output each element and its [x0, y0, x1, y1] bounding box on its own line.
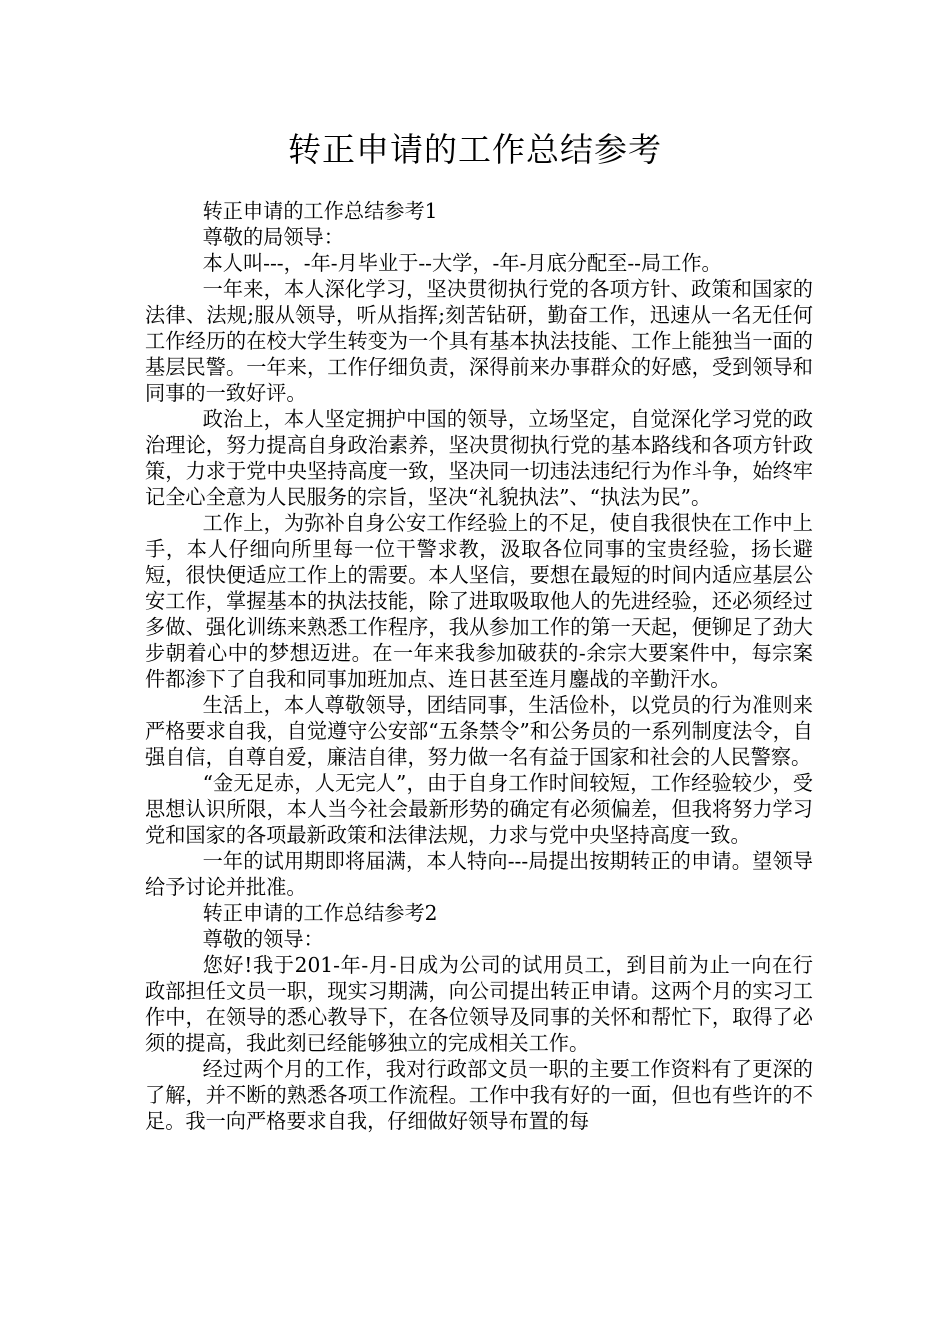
paragraph-politics: 政治上，本人坚定拥护中国的领导，立场坚定，自觉深化学习党的政治理论，努力提高自身政治素养，坚决贯彻执行党的基本路线和各项方针政策，力求于党中央坚持高度一致，坚决同一切违法违纪行为作斗争，始终牢记全心全意为人民服务的宗旨，坚决“礼貌执法”、“执法为民”。 — [145, 407, 813, 509]
paragraph-work: 工作上，为弥补自身公安工作经验上的不足，使自我很快在工作中上手，本人仔细向所里每一位干警求教，汲取各位同事的宝贵经验，扬长避短，很快便适应工作上的需要。本人坚信，要想在最短的时间内适应基层公安工作，掌握基本的执法技能，除了进取吸取他人的先进经验，还必须经过多做、强化训练来熟悉工作程序，我从参加工作的第一天起，便铆足了劲大步朝着心中的梦想迈进。在一年来我参加破获的-余宗大要案件中，每宗案件都渗下了自我和同事加班加点、连日甚至连月鏖战的辛勤汗水。 — [145, 511, 813, 691]
paragraph-life: 生活上，本人尊敬领导，团结同事，生活俭朴，以党员的行为准则来严格要求自我，自觉遵守公安部“五条禁令”和公务员的一系列制度法令，自强自信，自尊自爱，廉洁自律，努力做一名有益于国家和社会的人民警察。 — [145, 693, 813, 769]
document-title: 转正申请的工作总结参考 — [288, 130, 662, 169]
paragraph-self-review: “金无足赤，人无完人”，由于自身工作时间较短，工作经验较少，受思想认识所限，本人当今社会最新形势的确定有必须偏差，但我将努力学习党和国家的各项最新政策和法律法规，力求与党中央坚持高度一致。 — [145, 771, 813, 847]
section-heading-1: 转正申请的工作总结参考1 — [202, 199, 438, 223]
section-heading-2: 转正申请的工作总结参考2 — [202, 901, 438, 925]
paragraph-intro: 本人叫---，-年-月毕业于--大学，-年-月底分配至--局工作。 — [202, 251, 722, 275]
paragraph-overview: 一年来，本人深化学习，坚决贯彻执行党的各项方针、政策和国家的法律、法规;服从领导，听从指挥;刻苦钻研，勤奋工作，迅速从一名无任何工作经历的在校大学生转变为一个具有基本执法技能、工作上能独当一面的基层民警。一年来，工作仔细负责，深得前来办事群众的好感，受到领导和同事的一致好评。 — [145, 277, 813, 405]
salutation-1: 尊敬的局领导： — [202, 225, 344, 249]
paragraph-greeting: 您好!我于201-年-月-日成为公司的试用员工，到目前为止一向在行政部担任文员一职，现实习期满，向公司提出转正申请。这两个月的实习工作中，在领导的悉心教导下，在各位领导及同事的关怀和帮忙下，取得了必须的提高，我此刻已经能够独立的完成相关工作。 — [145, 953, 813, 1055]
document-body — [145, 198, 813, 1134]
paragraph-request: 一年的试用期即将届满，本人特向---局提出按期转正的申请。望领导给予讨论并批准。 — [145, 849, 813, 899]
paragraph-experience: 经过两个月的工作，我对行政部文员一职的主要工作资料有了更深的了解，并不断的熟悉各项工作流程。工作中我有好的一面，但也有些许的不足。我一向严格要求自我，仔细做好领导布置的每 — [145, 1057, 813, 1133]
salutation-2: 尊敬的领导： — [202, 927, 324, 951]
